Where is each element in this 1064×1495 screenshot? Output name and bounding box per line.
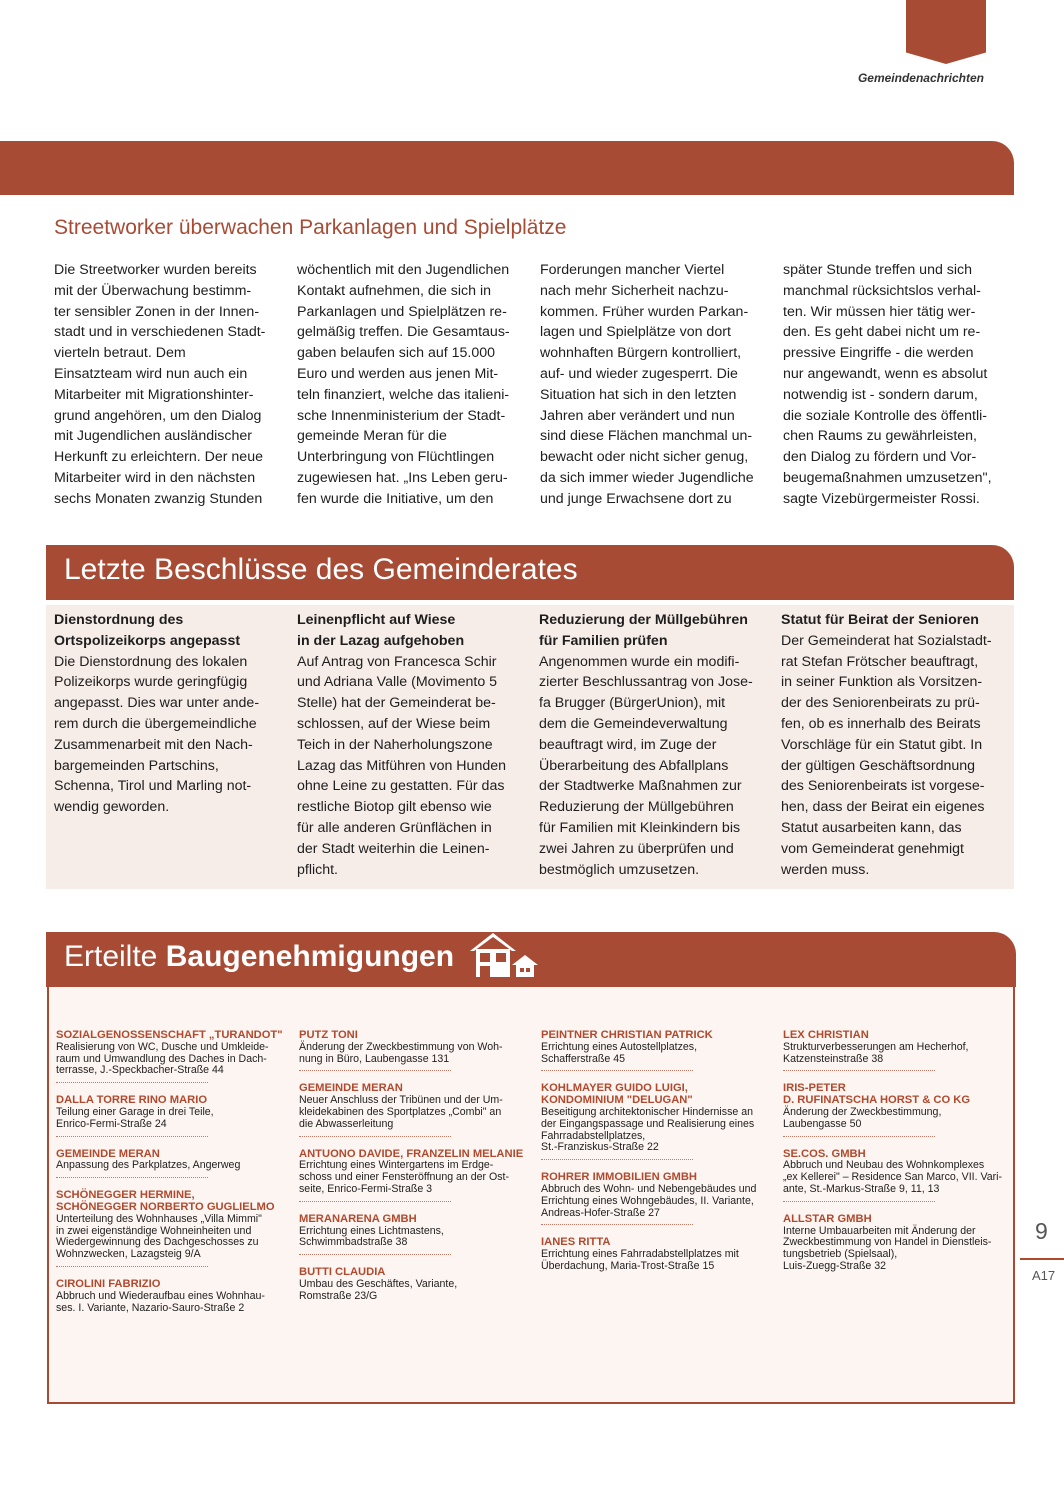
permit-description: Änderung der Zweckbestimmung, [783, 1105, 942, 1118]
permit-description: in zwei eigenständige Wohneinheiten und [56, 1224, 252, 1237]
permits-title-bold: Baugenehmigungen [165, 940, 455, 973]
council-item-text: fa Brugger (BürgerUnion), mit [539, 695, 726, 712]
permit-description: Errichtung eines Wintergartens im Erdge- [299, 1159, 494, 1172]
article-line: sechs Monaten zwanzig Stunden [54, 490, 263, 507]
permit-description: Luis-Zuegg-Straße 32 [783, 1259, 887, 1272]
permit-description: ante, St.-Markus-Straße 9, 11, 13 [783, 1182, 940, 1195]
dotted-separator [56, 1177, 208, 1178]
permit-description: schoss und einer Fensteröffnung an der Ost- [299, 1171, 510, 1184]
permit-description: Errichtung eines Lichtmastens, [299, 1224, 444, 1237]
article-line: fen wurde die Initiative, um den [297, 490, 494, 507]
council-item-heading: Statut für Beirat der Senioren [781, 612, 979, 628]
permit-description: Abbruch des Wohn- und Nebengebäudes und [541, 1182, 757, 1195]
permit-applicant: GEMEINDE MERAN [56, 1147, 160, 1160]
permit-description: Wiedergewinnung des Dachgeschosses zu [56, 1236, 259, 1249]
permit-description: Abbruch und Neubau des Wohnkomplexes [783, 1159, 985, 1172]
council-item-2 [297, 610, 527, 880]
council-item-heading: in der Lazag aufgehoben [297, 632, 465, 649]
council-item-text: angepasst. Dies war unter ande- [54, 695, 260, 712]
article-line: nur angewandt, wenn es absolut [783, 365, 988, 382]
council-title: Letzte Beschlüsse des Gemeinderates [64, 553, 578, 586]
permit-description: kleidekabinen des Sportplatzes „Combi" an [299, 1105, 502, 1118]
permit-applicant: GEMEINDE MERAN [299, 1082, 403, 1095]
council-item-text: schlossen, auf der Wiese beim [297, 715, 491, 732]
page-number: 9 [1035, 1218, 1048, 1244]
article-line: Situation hat sich in den letzten [540, 386, 737, 403]
permit-entry [541, 1030, 769, 1071]
permit-entry [56, 1279, 284, 1314]
permit-applicant: ALLSTAR GMBH [783, 1212, 872, 1225]
permit-applicant: SCHÖNEGGER HERMINE, [56, 1189, 195, 1202]
council-item-heading: Leinenpflicht auf Wiese [297, 612, 456, 628]
permit-applicant: CIROLINI FABRIZIO [56, 1277, 161, 1290]
council-item-text: Reduzierung der Müllgebühren [539, 799, 734, 816]
article-line: Mitarbeiter wird in den nächsten [54, 469, 256, 486]
permit-description: Romstraße 23/G [299, 1289, 378, 1302]
permit-description: Interne Umbauarbeiten mit Änderung der [783, 1224, 976, 1237]
permit-entry [56, 1190, 284, 1267]
dotted-separator [783, 1136, 935, 1137]
article-line: zugewiesen hat. „Ins Leben geru- [297, 469, 508, 486]
article-line: pressive Eingriffe - die werden [783, 345, 974, 362]
permit-description: Enrico-Fermi-Straße 24 [56, 1117, 167, 1130]
council-item-heading: Dienstordnung des [54, 612, 184, 628]
council-item-text: ohne Leine zu gestatten. Für das [297, 778, 505, 795]
permit-description: nung in Büro, Laubengasse 131 [299, 1052, 450, 1065]
permit-entry [541, 1237, 769, 1272]
council-item-text: zwei Jahren zu überprüfen und [539, 840, 734, 857]
article-line: wohnhaften Bürgern kontrolliert, [540, 345, 742, 362]
article-line: sind diese Flächen manchmal un- [540, 428, 753, 445]
council-item-text: zierter Beschlussantrag von Jose- [539, 674, 753, 691]
council-item-text: bargemeinden Partschins, [54, 757, 219, 774]
permit-description: Unterteilung des Wohnhauses „Villa Mimmi" [56, 1212, 262, 1225]
permit-description: Errichtung eines Fahrradabstellplatzes mit [541, 1248, 739, 1261]
page-code: A17 [1032, 1268, 1056, 1283]
article-line: Herkunft zu erleichtern. Der neue [54, 449, 263, 466]
article-line: wöchentlich mit den Jugendlichen [297, 262, 510, 278]
permit-description: St.-Franziskus-Straße 22 [541, 1141, 659, 1154]
permit-description: Umbau des Geschäftes, Variante, [299, 1277, 458, 1290]
article-line: chen Raums zu gewährleisten, [783, 428, 977, 445]
permit-applicant: D. RUFINATSCHA HORST & CO KG [783, 1094, 971, 1107]
permit-entry [56, 1149, 284, 1179]
permit-applicant: PUTZ TONI [299, 1029, 358, 1041]
article-line: den Dialog zu fördern und Vor- [783, 449, 977, 466]
council-item-text: Angenommen wurde ein modifi- [539, 653, 740, 670]
permit-description: Errichtung eines Wohngebäudes, II. Variante, [541, 1194, 754, 1207]
council-item-heading: Ortspolizeikorps angepasst [54, 632, 241, 649]
page-rule [1020, 1258, 1064, 1260]
article-line: vierteln betraut. Dem [54, 345, 186, 362]
permit-entry [56, 1030, 284, 1083]
council-item-text: und Adriana Valle (Movimento 5 [297, 674, 498, 691]
article-line: da sich immer wieder Jugendliche [540, 469, 754, 486]
council-item-text: in seiner Funktion als Vorsitzen- [781, 674, 983, 691]
dotted-separator [56, 1136, 208, 1137]
permit-entry [299, 1030, 527, 1071]
dotted-separator [541, 1224, 693, 1225]
article-line: sche Innenministerium der Stadt- [297, 407, 506, 424]
permit-description: Strukturverbesserungen am Hecherhof, [783, 1040, 969, 1053]
permit-entry [299, 1149, 527, 1202]
council-item-text: Statut ausarbeiten kann, das [781, 819, 962, 836]
dotted-separator [541, 1159, 693, 1160]
council-item-text: Schenna, Tirol und Marling not- [54, 778, 252, 795]
permit-description: Wohnzwecken, Lazagsteig 9/A [56, 1248, 201, 1261]
council-item-text: dem die Gemeindeverwaltung [539, 715, 728, 732]
dotted-separator [56, 1082, 208, 1083]
council-item-text: Der Gemeinderat hat Sozialstadt- [781, 632, 992, 649]
article-banner [0, 141, 1014, 195]
council-item-text: Teich in der Naherholungszone [297, 736, 493, 753]
article-line: ten. Wir müssen hier tätig wer- [783, 303, 976, 320]
permit-description: Errichtung eines Autostellplatzes, [541, 1040, 698, 1053]
council-item-text: Zusammenarbeit mit den Nach- [54, 736, 253, 753]
article-line: mit der Überwachung bestimm- [54, 282, 252, 299]
house-icon [466, 929, 540, 981]
permits-column-3 [541, 1030, 769, 1285]
permits-column-1 [56, 1030, 284, 1326]
permit-applicant: LEX CHRISTIAN [783, 1029, 869, 1041]
article-line: Die Streetworker wurden bereits [54, 262, 257, 278]
dotted-separator [541, 1070, 693, 1071]
dotted-separator [299, 1254, 451, 1255]
council-item-text: beauftragt wird, im Zuge der [539, 736, 717, 753]
article-line: grund angehören, um den Dialog [54, 407, 262, 424]
council-item-1 [54, 610, 284, 818]
permits-column-4 [783, 1030, 1011, 1285]
permit-applicant: BUTTI CLAUDIA [299, 1266, 386, 1279]
council-item-text: der Stadtwerke Maßnahmen zur [539, 778, 742, 795]
permit-description: Neuer Anschluss der Tribünen und der Um- [299, 1094, 503, 1107]
dotted-separator [783, 1070, 935, 1071]
article-line: mit Jugendlichen ausländischer [54, 428, 252, 445]
permit-applicant: SOZIALGENOSSENSCHAFT „TURANDOT" [56, 1029, 283, 1041]
dotted-separator [299, 1070, 451, 1071]
article-line: gaben belaufen sich auf 15.000 [297, 345, 496, 362]
dotted-separator [56, 1266, 208, 1267]
council-item-text: hen, dass der Beirat ein eigenes [781, 799, 985, 816]
council-item-text: für alle anderen Grünflächen in [297, 819, 492, 836]
council-item-text: rat Stefan Frötscher beauftragt, [781, 653, 979, 670]
permits-title-regular: Erteilte [64, 940, 166, 973]
council-item-text: der des Seniorenbeirats zu prü- [781, 695, 980, 712]
permit-entry [299, 1267, 527, 1302]
article-line: lagen und Spielplätze von dort [540, 324, 731, 341]
article-line: Einsatzteam wird nun auch ein [54, 365, 248, 382]
article-line: und junge Erwachsene dort zu [540, 490, 732, 507]
permit-entry [783, 1214, 1011, 1273]
permit-description: Zweckbestimmung von Handel in Dienstleis- [783, 1236, 992, 1249]
permit-entry [56, 1095, 284, 1136]
permit-applicant: KOHLMAYER GUIDO LUIGI, [541, 1082, 688, 1095]
council-item-text: der Stadt weiterhin die Leinen- [297, 840, 490, 857]
article-line: ter sensibler Zonen in der Innen- [54, 303, 260, 320]
council-item-heading: für Familien prüfen [539, 632, 668, 649]
permit-applicant: SE.COS. GMBH [783, 1147, 866, 1160]
permit-applicant: PEINTNER CHRISTIAN PATRICK [541, 1029, 713, 1041]
council-item-text: fen, ob es innerhalb des Beirats [781, 715, 981, 732]
permit-description: die Abwasserleitung [299, 1117, 394, 1130]
council-item-text: Polizeikorps wurde geringfügig [54, 674, 248, 691]
permit-entry [783, 1030, 1011, 1071]
council-item-text: rem durch die übergemeindliche [54, 715, 257, 732]
permit-description: raum und Umwandlung des Daches in Dach- [56, 1052, 267, 1065]
permit-description: ses. I. Variante, Nazario-Sauro-Straße 2 [56, 1301, 245, 1314]
article-line: Parkanlagen und Spielplätzen re- [297, 303, 507, 320]
council-item-text: für Familien mit Kleinkindern bis [539, 819, 741, 836]
permit-description: tungsbetrieb (Spielsaal), [783, 1248, 898, 1261]
article-line: manchmal rücksichtslos verhal- [783, 282, 981, 299]
top-tab-marker [906, 0, 986, 64]
article-line: Forderungen mancher Viertel [540, 262, 725, 278]
permit-description: Überdachung, Maria-Trost-Straße 15 [541, 1259, 715, 1272]
council-item-text: Vorschläge für ein Statut gibt. In [781, 736, 983, 753]
permits-column-2 [299, 1030, 527, 1315]
permit-applicant: IRIS-PETER [783, 1082, 846, 1095]
article-line: später Stunde treffen und sich [783, 262, 973, 278]
permit-entry [299, 1083, 527, 1136]
article-line: kommen. Früher wurden Parkan- [540, 303, 749, 320]
council-banner [46, 545, 1014, 600]
council-item-text: der gültigen Geschäftsordnung [781, 757, 976, 774]
permit-description: Katzensteinstraße 38 [783, 1052, 884, 1065]
permit-description: Realisierung von WC, Dusche und Umkleide- [56, 1040, 269, 1053]
permit-applicant: IANES RITTA [541, 1236, 611, 1249]
council-item-text: Auf Antrag von Francesca Schir [297, 653, 497, 670]
article-column-4 [783, 260, 1013, 510]
council-item-text: bestmöglich umzusetzen. [539, 861, 700, 878]
permit-applicant: SCHÖNEGGER NORBERTO GUGLIELMO [56, 1200, 275, 1213]
article-line: Mitarbeiter mit Migrationshinter- [54, 386, 254, 403]
permit-description: Laubengasse 50 [783, 1117, 862, 1130]
council-item-text: Lazag das Mitführen von Hunden [297, 757, 507, 774]
article-line: Kontakt aufnehmen, die sich in [297, 282, 492, 299]
permit-applicant: KONDOMINIUM "DELUGAN" [541, 1094, 693, 1107]
article-line: notwendig ist - sondern darum, [783, 386, 978, 403]
permit-entry [541, 1083, 769, 1160]
article-title: Streetworker überwachen Parkanlagen und Spielplätze [54, 216, 567, 239]
council-item-text: werden muss. [781, 861, 870, 878]
permits-title [64, 940, 454, 974]
article-line: Jahren aber verändert und nun [540, 407, 735, 424]
article-line: teln finanziert, welche das italieni- [297, 386, 510, 403]
article-line: bewacht oder nicht sicher genug, [540, 449, 749, 466]
section-label: Gemeindenachrichten [857, 71, 984, 85]
council-item-3 [539, 610, 769, 880]
article-line: Euro und werden aus jenen Mit- [297, 365, 499, 382]
permit-description: Änderung der Zweckbestimmung von Woh- [299, 1040, 503, 1053]
permit-description: terrasse, J.-Speckbacher-Straße 44 [56, 1064, 224, 1077]
council-item-text: wendig geworden. [54, 799, 170, 816]
permit-applicant: MERANARENA GMBH [299, 1212, 417, 1225]
article-column-1 [54, 260, 284, 510]
article-line: nach mehr Sicherheit nachzu- [540, 282, 729, 299]
article-line: gelmäßig treffen. Die Gesamtaus- [297, 324, 510, 341]
article-line: auf- und wieder zugesperrt. Die [540, 365, 738, 382]
permit-description: der Eingangspassage und Realisierung eines [541, 1117, 755, 1130]
council-item-text: des Seniorenbeirats ist vorgese- [781, 778, 985, 795]
council-item-text: pflicht. [297, 861, 339, 878]
article-line: Unterbringung von Flüchtlingen [297, 449, 495, 466]
council-item-4 [781, 610, 1011, 880]
permit-description: Fahrradabstellplatzes, [541, 1129, 646, 1142]
permit-applicant: ANTUONO DAVIDE, FRANZELIN MELANIE [299, 1147, 524, 1160]
permit-description: Schwimmbadstraße 38 [299, 1236, 408, 1249]
permit-applicant: DALLA TORRE RINO MARIO [56, 1094, 208, 1107]
dotted-separator [299, 1201, 451, 1202]
permit-entry [299, 1214, 527, 1255]
permit-description: „ex Kellerei" – Residence San Marco, VII. Vari- [783, 1171, 1003, 1184]
article-column-2 [297, 260, 527, 510]
dotted-separator [783, 1201, 935, 1202]
permit-entry [783, 1083, 1011, 1136]
permit-description: Abbruch und Wiederaufbau eines Wohnhau- [56, 1289, 265, 1302]
council-item-text: vom Gemeinderat genehmigt [781, 840, 964, 857]
permit-description: Anpassung des Parkplatzes, Angerweg [56, 1159, 241, 1172]
permit-description: Teilung einer Garage in drei Teile, [56, 1105, 214, 1118]
article-line: die soziale Kontrolle des öffentli- [783, 407, 988, 424]
article-line: gemeinde Meran für die [297, 428, 447, 445]
council-item-text: Die Dienstordnung des lokalen [54, 653, 248, 670]
article-line: den. Es geht dabei nicht um re- [783, 324, 981, 341]
permit-description: seite, Enrico-Fermi-Straße 3 [299, 1182, 433, 1195]
permit-description: Beseitigung architektonischer Hindernisse an [541, 1105, 753, 1118]
permit-description: Andreas-Hofer-Straße 27 [541, 1206, 660, 1219]
council-item-text: Überarbeitung des Abfallplans [539, 757, 729, 774]
dotted-separator [299, 1136, 451, 1137]
council-item-heading: Reduzierung der Müllgebühren [539, 612, 748, 628]
council-item-text: restliche Biotop gilt ebenso wie [297, 799, 492, 816]
article-line: beugemaßnahmen umzusetzen", [783, 469, 992, 486]
article-column-3 [540, 260, 770, 510]
permit-entry [783, 1149, 1011, 1202]
permit-entry [541, 1172, 769, 1225]
council-item-text: Stelle) hat der Gemeinderat be- [297, 695, 496, 712]
permit-description: Schafferstraße 45 [541, 1052, 626, 1065]
article-line: sagte Vizebürgermeister Rossi. [783, 490, 980, 507]
article-line: stadt und in verschiedenen Stadt- [54, 324, 266, 341]
permit-applicant: ROHRER IMMOBILIEN GMBH [541, 1171, 697, 1184]
